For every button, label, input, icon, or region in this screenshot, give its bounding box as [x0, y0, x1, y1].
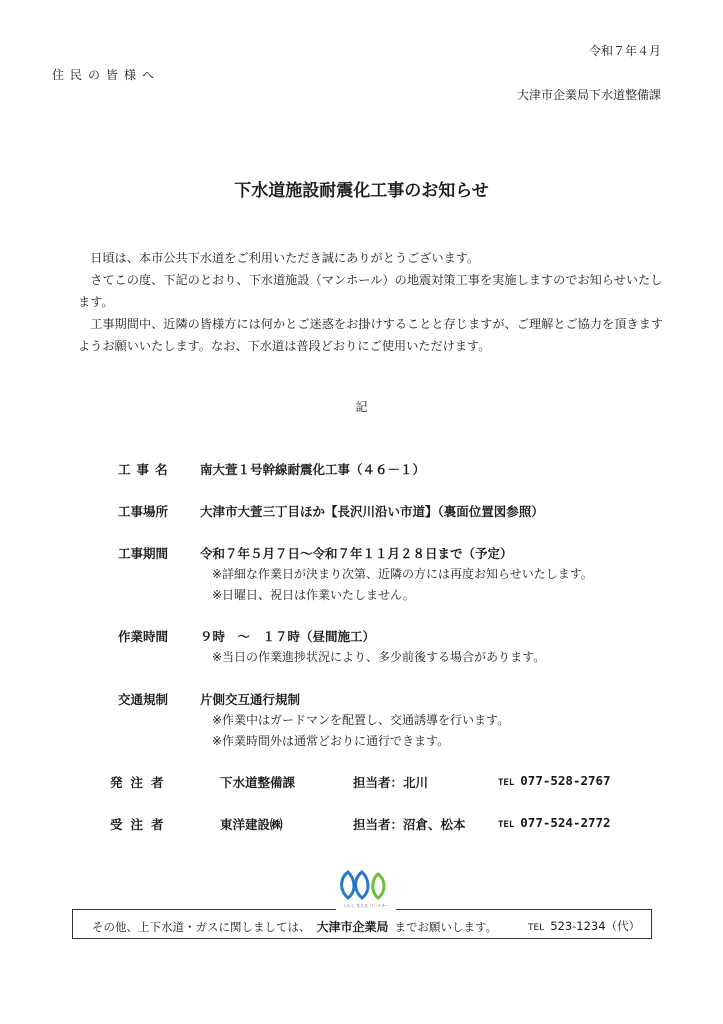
contractor-tel-number: 077-524-2772 — [520, 815, 611, 830]
logo-tagline: くらし 支える パートナー — [342, 903, 390, 908]
logo-mark-icon — [336, 868, 396, 910]
body-paragraph-3: 工事期間中、近隣の皆様方には何かとご迷惑をお掛けすることと存じますが、ご理解とご協力を頂きますようお願いいたします。なお、下水道は普段どおりにご使用いただけます。 — [78, 317, 663, 353]
orderer-label: 発注者 — [110, 775, 172, 790]
notice-date: 令和７年４月 — [588, 44, 661, 58]
body-paragraph-1: 日頃は、本市公共下水道をご利用いただき誠にありがとうございます。 — [90, 251, 480, 265]
contractor-label: 受注者 — [110, 817, 172, 832]
footer-pre: その他、上下水道・ガスに関しましては、 — [92, 920, 311, 934]
construction-name-value: 南大萱１号幹線耐震化工事（４６－１） — [200, 462, 426, 477]
footer-org: 大津市企業局 — [316, 920, 389, 934]
work-hours-label: 作業時間 — [118, 629, 169, 644]
traffic-note-1: ※作業中はガードマンを配置し、交通誘導を行います。 — [212, 713, 510, 727]
footer-post: までお願いします。 — [394, 920, 498, 934]
period-note-2: ※日曜日、祝日は作業いたしません。 — [212, 588, 415, 602]
construction-period-value: 令和７年５月７日～令和７年１１月２８日まで（予定） — [200, 546, 513, 561]
contractor-person: 担当者：沼倉、松本 — [353, 817, 466, 832]
traffic-value: 片側交互通行規制 — [200, 692, 301, 707]
otsu-enterprise-logo — [336, 868, 396, 910]
orderer-person: 担当者：北川 — [353, 775, 429, 790]
contractor-tel — [498, 815, 611, 830]
footer-tel-number: 523-1234（代） — [550, 919, 641, 933]
construction-place-label: 工事場所 — [118, 504, 169, 519]
orderer-tel-number: 077-528-2767 — [520, 773, 611, 788]
footer-message — [92, 918, 497, 935]
hours-note: ※当日の作業進捗状況により、多少前後する場合があります。 — [212, 650, 546, 664]
orderer-name: 下水道整備課 — [220, 775, 296, 790]
tel-mark: TEL — [528, 923, 545, 933]
notice-body — [78, 247, 668, 357]
construction-place-value: 大津市大萱三丁目ほか【長沢川沿い市道】（裏面位置図参照） — [200, 504, 544, 519]
footer-tel — [528, 918, 640, 934]
traffic-note-2: ※作業時間外は通常どおりに通行できます。 — [212, 734, 450, 748]
tel-mark: TEL — [498, 820, 515, 830]
issuer: 大津市企業局下水道整備課 — [516, 88, 661, 102]
traffic-label: 交通規制 — [118, 692, 169, 707]
body-paragraph-2: さてこの度、下記のとおり、下水道施設（マンホール）の地震対策工事を実施しますのでお知らせいたします。 — [78, 273, 663, 309]
ki-heading: 記 — [355, 400, 368, 414]
construction-period-label: 工事期間 — [118, 546, 169, 561]
period-note-1: ※詳細な作業日が決まり次第、近隣の方には再度お知らせいたします。 — [212, 567, 593, 581]
work-hours-value: ９時 ～ １７時（昼間施工） — [200, 629, 376, 644]
construction-name-label: 工事名 — [118, 462, 174, 477]
contractor-name: 東洋建設㈱ — [220, 817, 283, 832]
tel-mark: TEL — [498, 778, 515, 788]
page-title: 下水道施設耐震化工事のお知らせ — [234, 181, 489, 201]
orderer-tel — [498, 773, 611, 788]
addressee: 住民の皆様へ — [52, 68, 161, 82]
